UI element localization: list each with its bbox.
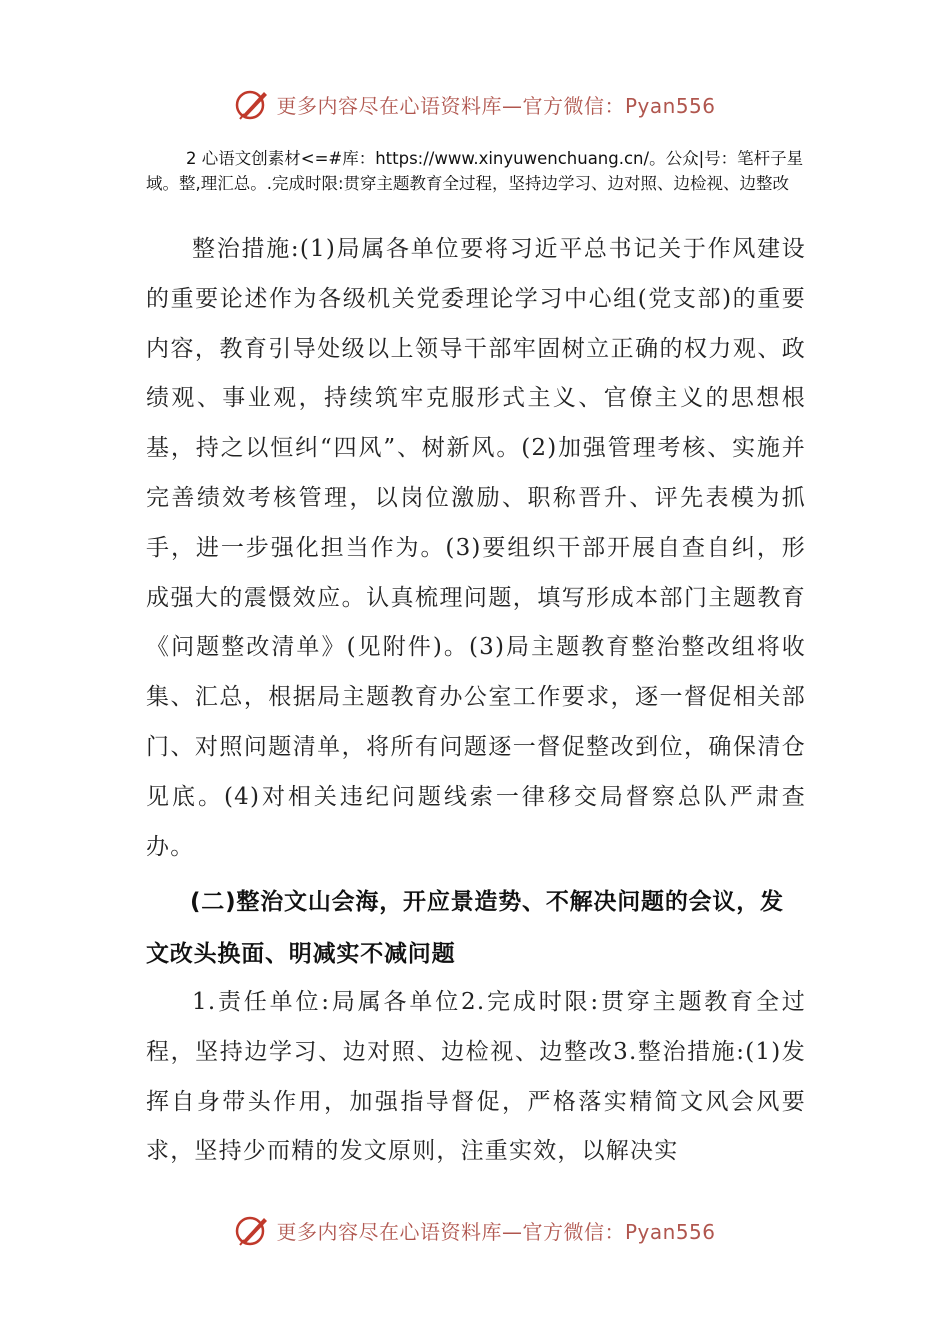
section-heading: (二)整治文山会海，开应景造势、不解决问题的会议，发文改头换面、明减实不减问题 xyxy=(146,889,784,967)
banner-text: 更多内容尽在心语资料库—官方微信：Pyan556 xyxy=(276,93,716,118)
header-banner xyxy=(0,82,950,126)
section-paragraph: 1.责任单位:局属各单位2.完成时限:贯穿主题教育全过程，坚持边学习、边对照、边检视、边整改3.整治措施:(1)发挥自身带头作用，加强指导督促，严格落实精简文风会风要求，坚持少而精的发文原则，注重实效，以解决实 xyxy=(146,989,806,1165)
footer-banner xyxy=(0,1208,950,1252)
source-note: 2 心语文创素材<=#库：https://www.xinyuwenchuang.cn/。公众|号：笔杆子星域。整,理汇总。.完成时限:贯穿主题教育全过程，坚持边学习、边对照、边检视、边整改 xyxy=(146,149,804,193)
measures-paragraph: 整治措施:(1)局属各单位要将习近平总书记关于作风建设的重要论述作为各级机关党委理论学习中心组(党支部)的重要内容，教育引导处级以上领导干部牢固树立正确的权力观、政绩观、事业观，持续筑牢克服形式主义、官僚主义的思想根基，持之以恒纠“四风”、树新风。(2)加强管理考核、实施并完善绩效考核管理，以岗位激励、职称晋升、评先表模为抓手，进一步强化担当作为。(3)要组织干部开展自查自纠，形成强大的震慑效应。认真梳理问题，填写形成本部门主题教育《问题整改清单》(见附件)。(3)局主题教育整治整改组将收集、汇总，根据局主题教育办公室工作要求，逐一督促相关部门、对照问题清单，将所有问题逐一督促整改到位，确保清仓见底。(4)对相关违纪问题线索一律移交局督察总队严肃查办。 xyxy=(146,236,806,860)
wechat-id: Pyan556 xyxy=(624,1219,716,1244)
quill-logo-icon xyxy=(234,86,270,122)
banner-text: 更多内容尽在心语资料库—官方微信：Pyan556 xyxy=(276,1219,716,1244)
quill-logo-icon xyxy=(234,1212,270,1248)
wechat-id: Pyan556 xyxy=(624,93,716,118)
